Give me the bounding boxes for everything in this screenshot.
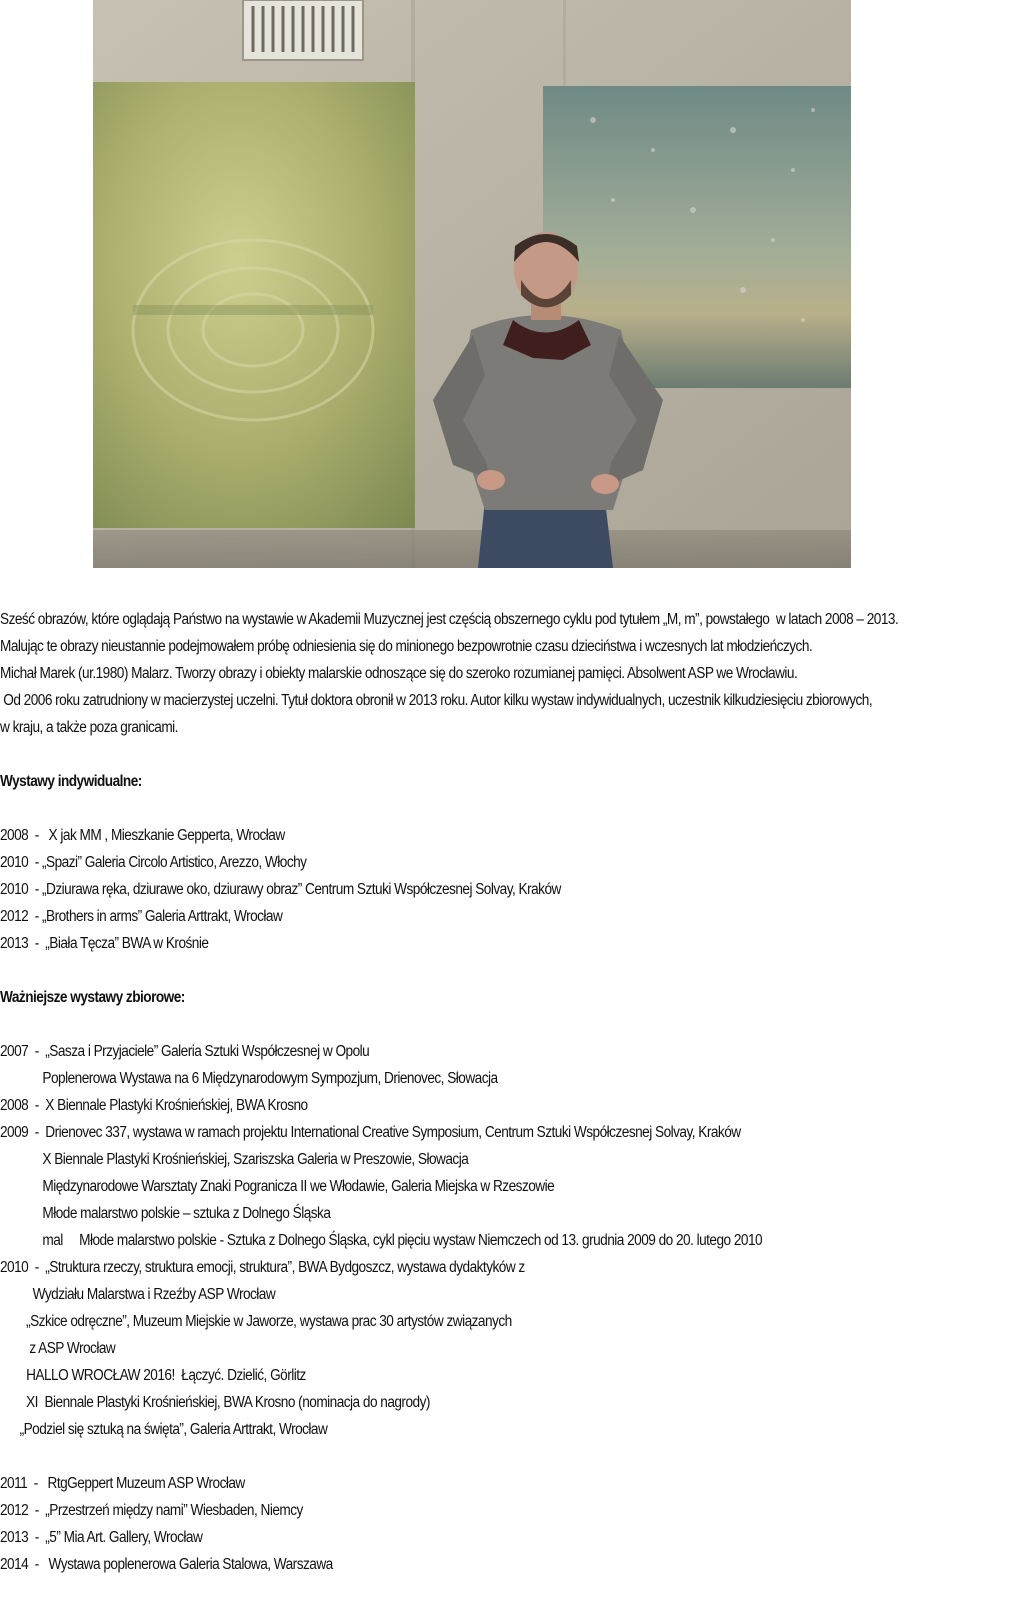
group-item: Międzynarodowe Warsztaty Znaki Pogranicza II we Włodawie, Galeria Miejska w Rzeszowie bbox=[0, 1178, 555, 1195]
solo-item: 2010 - „Dziurawa ręka, dziurawe oko, dziurawy obraz” Centrum Sztuki Współczesnej Solvay, Kraków bbox=[0, 881, 561, 898]
solo-item: 2010 - „Spazi” Galeria Circolo Artistico, Arezzo, Włochy bbox=[0, 854, 307, 871]
intro-line-5: w kraju, a także poza granicami. bbox=[0, 719, 178, 736]
group-item: 2010 - „Struktura rzeczy, struktura emocji, struktura”, BWA Bydgoszcz, wystawa dydaktyków z bbox=[0, 1259, 525, 1276]
group-item: 2009 - Drienovec 337, wystawa w ramach projektu International Creative Symposium, Centrum Sztuki Współczesnej Solvay, Kraków bbox=[0, 1124, 741, 1141]
group-item: X Biennale Plastyki Krośnieńskiej, Szariszska Galeria w Preszowie, Słowacja bbox=[0, 1151, 469, 1168]
later-item: 2014 - Wystawa poplenerowa Galeria Stalowa, Warszawa bbox=[0, 1556, 333, 1573]
group-item: „Podziel się sztuką na święta”, Galeria Arttrakt, Wrocław bbox=[0, 1421, 328, 1438]
later-item: 2011 - RtgGeppert Muzeum ASP Wrocław bbox=[0, 1475, 245, 1492]
solo-item: 2008 - X jak MM , Mieszkanie Gepperta, Wrocław bbox=[0, 827, 285, 844]
group-item: Młode malarstwo polskie – sztuka z Dolnego Śląska bbox=[0, 1205, 331, 1222]
document-text bbox=[0, 606, 1012, 1578]
intro-line-3: Michał Marek (ur.1980) Malarz. Tworzy obrazy i obiekty malarskie odnoszące się do szeroko rozumianej pamięci. Absolwent ASP we Wrocławiu. bbox=[0, 665, 798, 682]
intro-line-2: Malując te obrazy nieustannie podejmowałem próbę odniesienia się do minionego bezpowrotnie czasu dzieciństwa i wczesnych lat młodzieńczych. bbox=[0, 638, 813, 655]
solo-exhibitions-heading: Wystawy indywidualne: bbox=[0, 773, 142, 790]
group-item: „Szkice odręczne”, Muzeum Miejskie w Jaworze, wystawa prac 30 artystów związanych bbox=[0, 1313, 512, 1330]
photo-illustration bbox=[93, 0, 851, 568]
group-item: Wydziału Malarstwa i Rzeźby ASP Wrocław bbox=[0, 1286, 276, 1303]
solo-item: 2013 - „Biała Tęcza” BWA w Krośnie bbox=[0, 935, 209, 952]
later-item: 2013 - „5” Mia Art. Gallery, Wrocław bbox=[0, 1529, 203, 1546]
group-exhibitions-heading: Ważniejsze wystawy zbiorowe: bbox=[0, 989, 185, 1006]
artist-photo bbox=[93, 0, 851, 568]
group-item: 2007 - „Sasza i Przyjaciele” Galeria Sztuki Współczesnej w Opolu bbox=[0, 1043, 370, 1060]
intro-line-4: Od 2006 roku zatrudniony w macierzystej uczelni. Tytuł doktora obronił w 2013 roku. Autor kilku wystaw indywidualnych, uczestnik kilkudziesięciu zbiorowych, bbox=[0, 692, 873, 709]
group-item: XI Biennale Plastyki Krośnieńskiej, BWA Krosno (nominacja do nagrody) bbox=[0, 1394, 430, 1411]
intro-line-1: Sześć obrazów, które oglądają Państwo na wystawie w Akademii Muzycznej jest częścią obszernego cyklu pod tytułem „M, m”, powstałego w latach 2008 – 2013. bbox=[0, 611, 899, 628]
later-item: 2012 - „Przestrzeń między nami” Wiesbaden, Niemcy bbox=[0, 1502, 303, 1519]
group-item: z ASP Wrocław bbox=[0, 1340, 116, 1357]
group-item: HALLO WROCŁAW 2016! Łączyć. Dzielić, Görlitz bbox=[0, 1367, 306, 1384]
solo-item: 2012 - „Brothers in arms” Galeria Arttrakt, Wrocław bbox=[0, 908, 283, 925]
group-item: 2008 - X Biennale Plastyki Krośnieńskiej, BWA Krosno bbox=[0, 1097, 308, 1114]
group-item: Poplenerowa Wystawa na 6 Międzynarodowym Sympozjum, Drienovec, Słowacja bbox=[0, 1070, 498, 1087]
group-item: mal Młode malarstwo polskie - Sztuka z Dolnego Śląska, cykl pięciu wystaw Niemczech od 13. grudnia 2009 do 20. lutego 2010 bbox=[0, 1232, 763, 1249]
